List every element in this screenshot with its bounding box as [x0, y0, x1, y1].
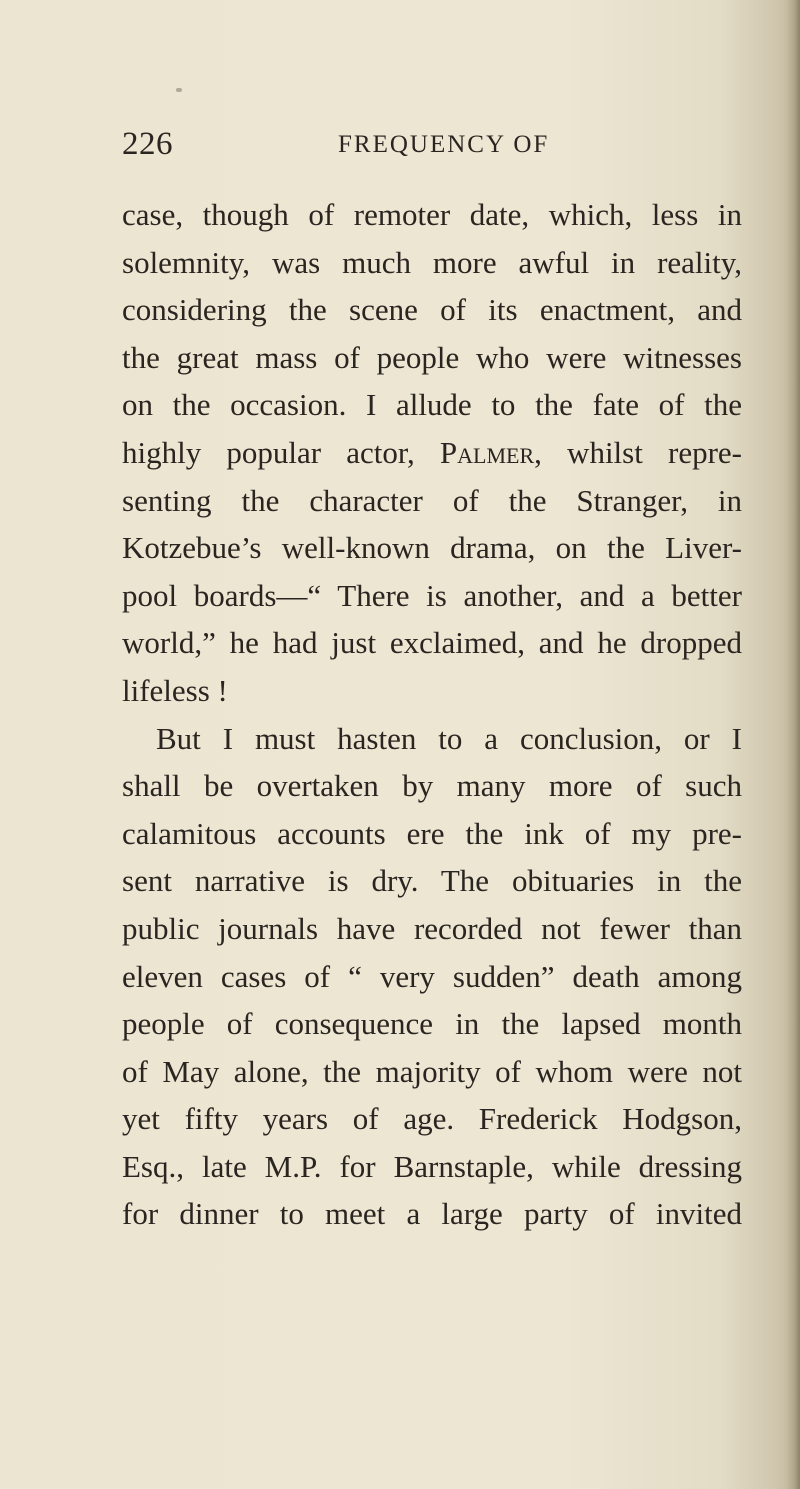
text-line: senting the character of the Stranger, in	[122, 482, 742, 518]
paragraph-end-line: lifeless !	[122, 672, 228, 708]
text-line	[122, 429, 742, 477]
text-line: calamitous accounts ere the ink of my pre-	[122, 815, 742, 851]
text-line: the great mass of people who were witnesses	[122, 339, 742, 375]
text-line: considering the scene of its enactment, and	[122, 292, 742, 328]
text-line: Kotzebue’s well-known drama, on the Liver-	[122, 530, 742, 566]
page-header	[122, 126, 742, 166]
text-line: sent narrative is dry. The obituaries in the	[122, 863, 742, 899]
text-line: for dinner to meet a large party of invited	[122, 1196, 742, 1232]
text-line: shall be overtaken by many more of such	[122, 768, 742, 804]
person-name-smallcaps: Palmer	[439, 434, 535, 470]
page-number: 226	[122, 126, 173, 162]
body-text	[122, 191, 742, 1238]
text-line: world,” he had just exclaimed, and he dropped	[122, 625, 742, 661]
text-line: on the occasion. I allude to the fate of the	[122, 387, 742, 423]
text-line: people of consequence in the lapsed month	[122, 1006, 742, 1042]
text-segment: highly popular actor,	[122, 434, 440, 470]
text-line: eleven cases of “ very sudden” death among	[122, 958, 742, 994]
text-line: of May alone, the majority of whom were not	[122, 1053, 742, 1089]
paragraph-start-line: But I must hasten to a conclusion, or I	[156, 720, 742, 756]
text-line: Esq., late M.P. for Barnstaple, while dressing	[122, 1148, 742, 1184]
text-segment: , whilst repre-	[534, 434, 742, 470]
ink-speck	[176, 88, 182, 92]
text-line: solemnity, was much more awful in reality,	[122, 244, 742, 280]
text-line: case, though of remoter date, which, less in	[122, 197, 742, 232]
text-line: public journals have recorded not fewer than	[122, 910, 742, 946]
running-head: FREQUENCY OF	[338, 131, 550, 158]
page-edge-shadow	[786, 0, 800, 1489]
text-line: pool boards—“ There is another, and a better	[122, 577, 742, 613]
text-line: yet fifty years of age. Frederick Hodgson,	[122, 1101, 742, 1137]
